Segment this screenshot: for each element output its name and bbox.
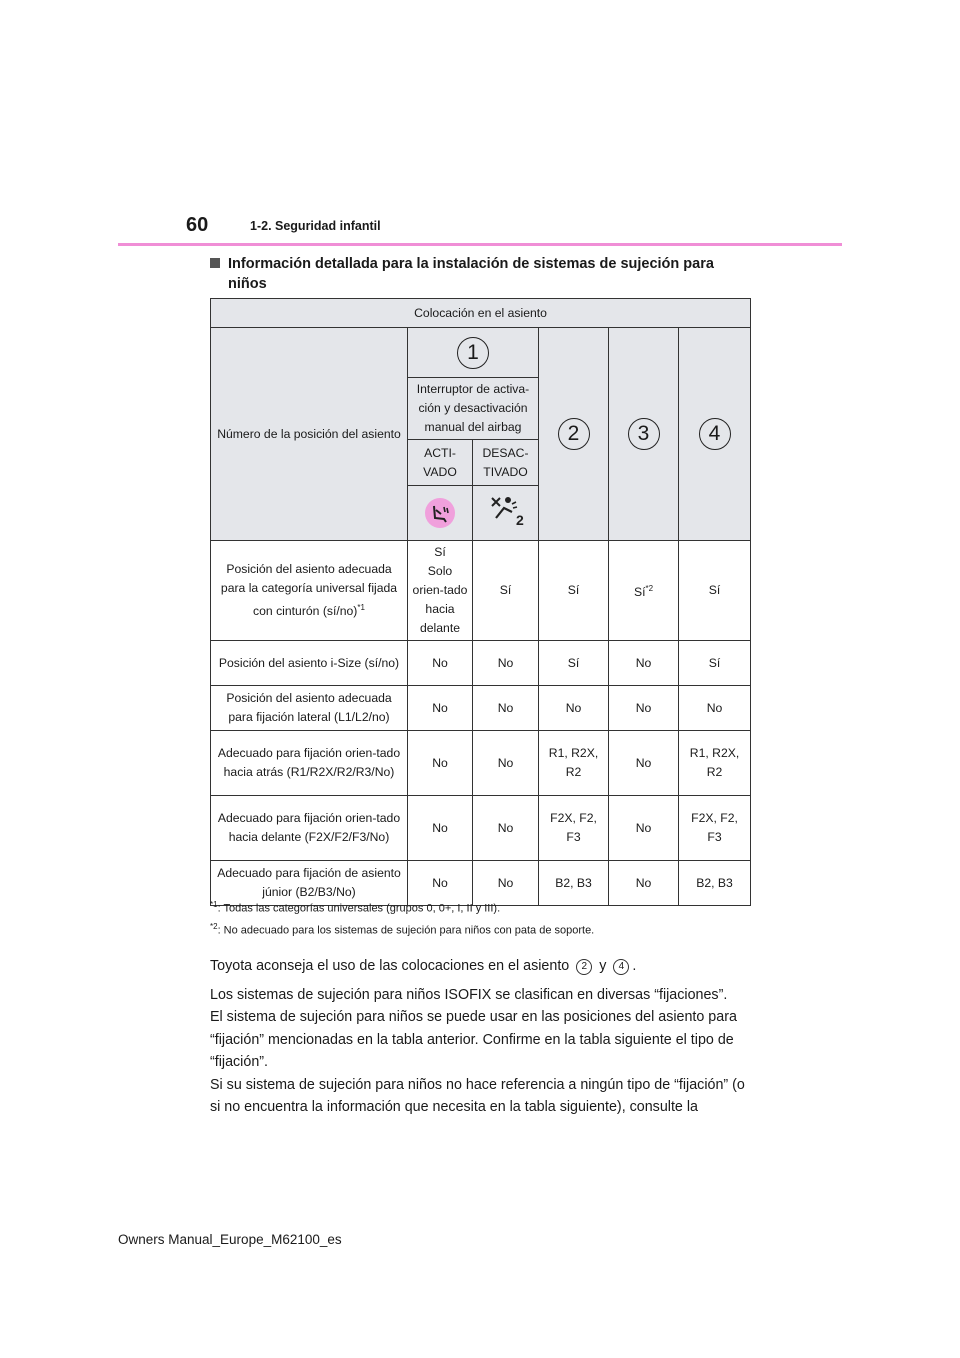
- cell: No: [473, 731, 539, 796]
- cell: B2, B3: [679, 861, 751, 906]
- row-label-forward: Adecuado para fijación orien-tado hacia delante (F2X/F2/F3/No): [211, 796, 408, 861]
- footnote-2: [210, 922, 594, 937]
- seat-2-number: 2: [576, 959, 592, 975]
- footnote-1-mark: *1: [210, 900, 218, 909]
- position-4: [679, 328, 751, 541]
- cell: No: [473, 861, 539, 906]
- p1-end: .: [632, 958, 637, 974]
- paragraph-fixation: El sistema de sujeción para niños se puede usar en las posiciones del asiento para “fijación” mencionadas en la tabla anterior. Confirme en la tabla siguiente el tipo de “fijación”.: [210, 1009, 737, 1070]
- cell: No: [539, 686, 609, 731]
- paragraph-recommendation: [210, 955, 755, 978]
- cell: Sí: [539, 641, 609, 686]
- header-divider: [118, 243, 842, 246]
- p1-text: Toyota aconseja el uso de las colocaciones en el asiento: [210, 958, 570, 974]
- cell: B2, B3: [539, 861, 609, 906]
- paragraph-reference: Si su sistema de sujeción para niños no hace referencia a ningún tipo de “fijación” (o si no encuentra la información que necesita en la tabla siguiente), consulte la: [210, 1076, 745, 1115]
- footnote-ref-2: *2: [645, 583, 654, 593]
- cell: No: [408, 861, 473, 906]
- cell: [609, 541, 679, 641]
- footnote-1-text: : Todas las categorías universales (grupos 0, 0+, I, II y III).: [217, 902, 501, 915]
- footer-manual-id: Owners Manual_Europe_M62100_es: [118, 1232, 342, 1247]
- cell-note: Solo orien-tado hacia delante: [412, 564, 468, 635]
- passenger-airbag-on-icon: [425, 498, 455, 528]
- row-header-seat-number: Número de la posición del asiento: [211, 328, 408, 541]
- cell: No: [473, 686, 539, 731]
- cell: No: [473, 796, 539, 861]
- row-label-lateral: Posición del asiento adecuada para fijación lateral (L1/L2/no): [211, 686, 408, 731]
- cell: No: [408, 641, 473, 686]
- position-3: [609, 328, 679, 541]
- universal-label-text: Posición del asiento adecuada para la categoría universal fijada con cinturón (sí/no): [220, 561, 398, 619]
- cell: No: [609, 731, 679, 796]
- cell: No: [679, 686, 751, 731]
- airbag-deactivated: DESAC-TIVADO: [473, 440, 539, 486]
- cell: No: [408, 686, 473, 731]
- position-2-number: 2: [558, 418, 590, 450]
- passenger-airbag-off-icon: [486, 512, 526, 531]
- cell: No: [473, 641, 539, 686]
- position-3-number: 3: [628, 418, 660, 450]
- cell: No: [609, 796, 679, 861]
- isofix-table: [210, 298, 751, 906]
- row-label-isize: Posición del asiento i-Size (sí/no): [211, 641, 408, 686]
- subsection-heading: [210, 254, 750, 294]
- cell: Sí: [679, 541, 751, 641]
- cell: Sí: [539, 541, 609, 641]
- seat-4-number: 4: [613, 959, 629, 975]
- body-text: [210, 955, 755, 1119]
- table-caption: Colocación en el asiento: [211, 299, 751, 328]
- footnote-ref-1: *1: [357, 602, 365, 612]
- footnote-1: [210, 900, 500, 915]
- cell: No: [609, 641, 679, 686]
- cell: No: [408, 796, 473, 861]
- cell: F2X, F2, F3: [539, 796, 609, 861]
- cell: No: [609, 861, 679, 906]
- cell-value: Sí: [434, 545, 446, 559]
- position-1-number: 1: [457, 337, 489, 369]
- page-number: 60: [186, 214, 209, 236]
- cell: No: [609, 686, 679, 731]
- footnote-2-text: : No adecuado para los sistemas de sujeción para niños con pata de soporte.: [217, 924, 595, 937]
- row-label-booster: Adecuado para fijación de asiento júnior (B2/B3/No): [211, 861, 408, 906]
- paragraph-isofix: Los sistemas de sujeción para niños ISOFIX se clasifican en diversas “fijaciones”.: [210, 986, 728, 1003]
- svg-text:2: 2: [515, 512, 524, 528]
- cell: No: [408, 731, 473, 796]
- position-2: [539, 328, 609, 541]
- footnote-2-mark: *2: [210, 922, 218, 931]
- heading-text: Información detallada para la instalación de sistemas de sujeción para niños: [228, 256, 714, 292]
- cell: Sí: [679, 641, 751, 686]
- airbag-activated: ACTI-VADO: [408, 440, 473, 486]
- airbag-on-icon-cell: [408, 486, 473, 541]
- position-4-number: 4: [699, 418, 731, 450]
- cell-value: Sí: [633, 585, 646, 600]
- airbag-switch-label: Interruptor de activa-ción y desactivación manual del airbag: [408, 378, 539, 440]
- square-bullet-icon: [210, 258, 220, 268]
- cell: F2X, F2, F3: [679, 796, 751, 861]
- cell: [408, 541, 473, 641]
- section-title: 1-2. Seguridad infantil: [250, 219, 381, 233]
- position-1: [408, 328, 539, 378]
- cell: Sí: [473, 541, 539, 641]
- row-label-universal: [211, 541, 408, 641]
- airbag-off-icon-cell: [473, 486, 539, 541]
- row-label-rearward: Adecuado para fijación orien-tado hacia atrás (R1/R2X/R2/R3/No): [211, 731, 408, 796]
- cell: R1, R2X, R2: [539, 731, 609, 796]
- cell: R1, R2X, R2: [679, 731, 751, 796]
- p1-and: y: [599, 958, 607, 974]
